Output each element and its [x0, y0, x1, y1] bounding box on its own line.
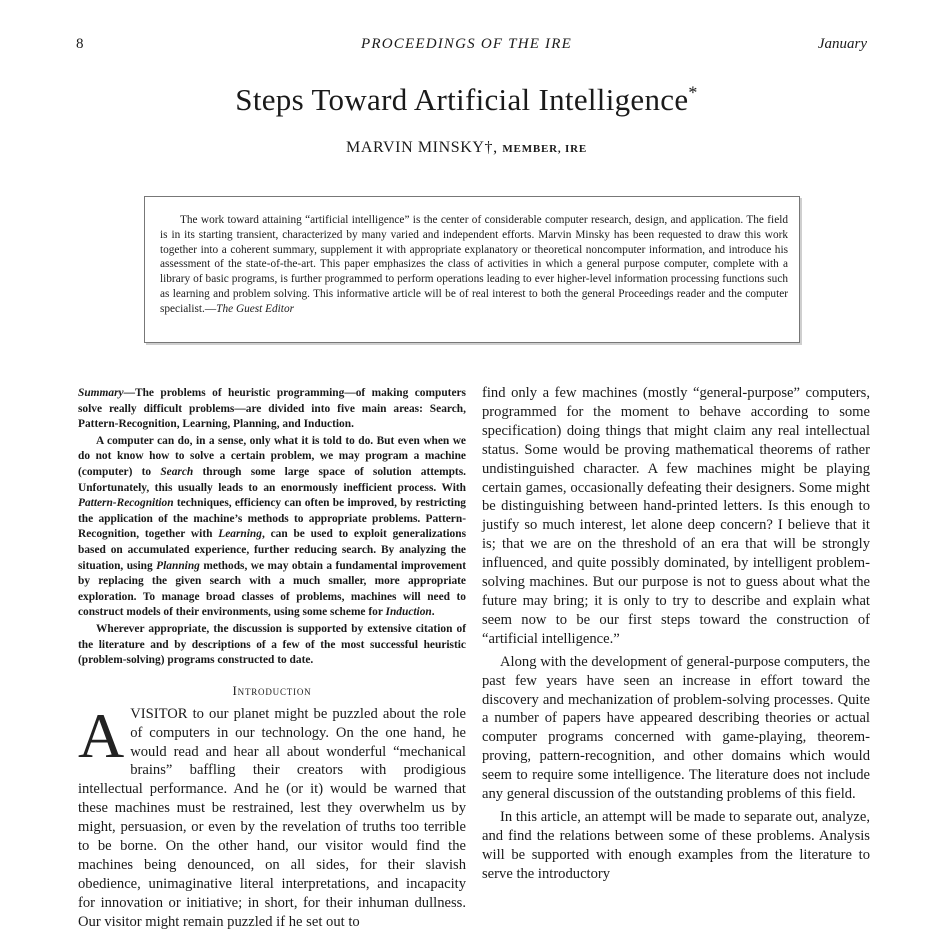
left-column: [78, 386, 466, 932]
title-footnote-mark: *: [688, 82, 698, 103]
editor-note-box: [144, 196, 800, 343]
summary-paragraph-3: Wherever appropriate, the discussion is supported by extensive citation of the literature and by descriptions of a few of the most successful heuristic (problem-solving) programs constructed to date.: [78, 622, 466, 667]
introduction-paragraph: [78, 699, 466, 932]
drop-cap: A: [78, 699, 125, 771]
journal-name: PROCEEDINGS OF THE IRE: [361, 36, 572, 52]
summary-text-1: —The problems of heuristic programming—of making computers solve really difficult problems—are divided into five main areas: Search, Pattern-Recognition, Learning, Planning, and Induction.: [78, 387, 466, 431]
editor-note-text: The work toward attaining “artificial intelligence” is the center of considerable computer research, design, and application. The field is in its starting transient, characterized by many varied and independent efforts. Marvin Minsky has been requested to draw this work together into a coherent summary, supplement it with appropriate explanatory or theoretical noncomputer information, and introduce his assessment of the state-of-the-art. This paper emphasizes the class of activities in which a general purpose computer, complete with a library of basic programs, is further programmed to perform operations leading to ever higher-level information processing functions such as learning and problem solving. This informative article will be of real interest to both the general Proceedings reader and the computer specialist.—: [160, 214, 788, 315]
term-search: Search: [160, 465, 194, 478]
summary-text-2f: .: [431, 606, 435, 619]
term-learning: Learning: [218, 528, 262, 541]
author-name: MARVIN MINSKY†,: [346, 139, 498, 156]
right-paragraph-3: In this article, an attempt will be made to separate out, analyze, and find the relations between some of these problems. Analysis will be supported with enough examples from the literature to serve the introductory: [482, 808, 870, 882]
article-title: [0, 82, 933, 118]
summary-text-2a: A computer can do, in a sense, only what it is told to do. But even when we do not know how to solve a certain problem, we may program a machine (computer) to: [78, 434, 466, 478]
summary-paragraph-1: [78, 386, 466, 433]
introduction-heading: Introduction: [232, 682, 312, 698]
article-title-text: Steps Toward Artificial Intelligence: [235, 82, 689, 117]
right-column: [482, 384, 870, 884]
editor-note: [160, 213, 788, 317]
summary-lead: Summary: [78, 387, 124, 399]
summary-paragraph-2: [78, 434, 466, 621]
introduction-text: VISITOR to our planet might be puzzled about the role of computers in our technology. On the one hand, he would read and hear all about wonderful “mechanical brains” baffling their creators with prodigious intellectual performance. And he (or it) would be warned that these machines must be restrained, lest they overwhelm us by might, persuasion, or even by the revelation of truths too terrible to be borne. On the other hand, our visitor would find the machines being denounced, on all sides, for their slavish obedience, unimaginative literal interpretations, and incapacity for innovation or initiative; in short, for their inhuman dullness. Our visitor might remain puzzled if he set out to: [78, 705, 466, 930]
summary-text-2b: through some large space of solution attempts. Unfortunately, this usually leads to an enormously inefficient process. With: [78, 465, 466, 494]
term-planning: Planning: [156, 559, 200, 572]
summary-block: [78, 386, 466, 669]
issue-month: January: [817, 36, 867, 52]
summary-text-2d: , can be used to exploit generalizations based on accumulated experience, further reducing search. By analyzing the situation, using: [78, 528, 467, 572]
right-paragraph-2: Along with the development of general-purpose computers, the past few years have seen an increase in effort toward the discovery and mechanization of problem-solving processes. Quite a number of papers have appeared describing theories or actual computer programs concerned with game-playing, theorem-proving, pattern-recognition, and other domains which would seem to require some intelligence. The literature does not include any general discussion of the outstanding problems of this field.: [482, 653, 870, 803]
term-pattern-recognition: Pattern-Recognition: [78, 497, 174, 510]
page-number: 8: [76, 36, 84, 52]
summary-text-2c: techniques, efficiency can often be improved, by restricting the application of the machine’s methods to appropriate problems. Pattern-Recognition, together with: [78, 497, 466, 541]
author-affiliation: MEMBER, IRE: [502, 143, 587, 155]
editor-signature: The Guest Editor: [216, 302, 294, 315]
running-head: [0, 36, 933, 56]
author-line: [0, 139, 933, 157]
term-induction: Induction: [385, 606, 432, 619]
summary-text-2e: methods, we may obtain a fundamental improvement by replacing the given search with a much smaller, more appropriate exploration. To manage broad classes of problems, machines will need to construct models of their environments, using some scheme for: [78, 559, 466, 619]
right-paragraph-1: find only a few machines (mostly “general-purpose” computers, programmed for the moment to behave according to some specification) doing things that might claim any real intellectual status. Some would be proving mathematical theorems of rather undistinguished character. A few machines might be playing certain games, occasionally defeating their designers. Some might be distinguishing between hand-printed letters. Is this enough to justify so much interest, let alone deep concern? I believe that it is; that we are on the threshold of an era that will be strongly influenced, and quite possibly dominated, by intelligent problem-solving machines. But our purpose is not to guess about what the future may bring; it is only to try to describe and explain what seem now to be our first steps toward the construction of “artificial intelligence.”: [482, 385, 870, 647]
